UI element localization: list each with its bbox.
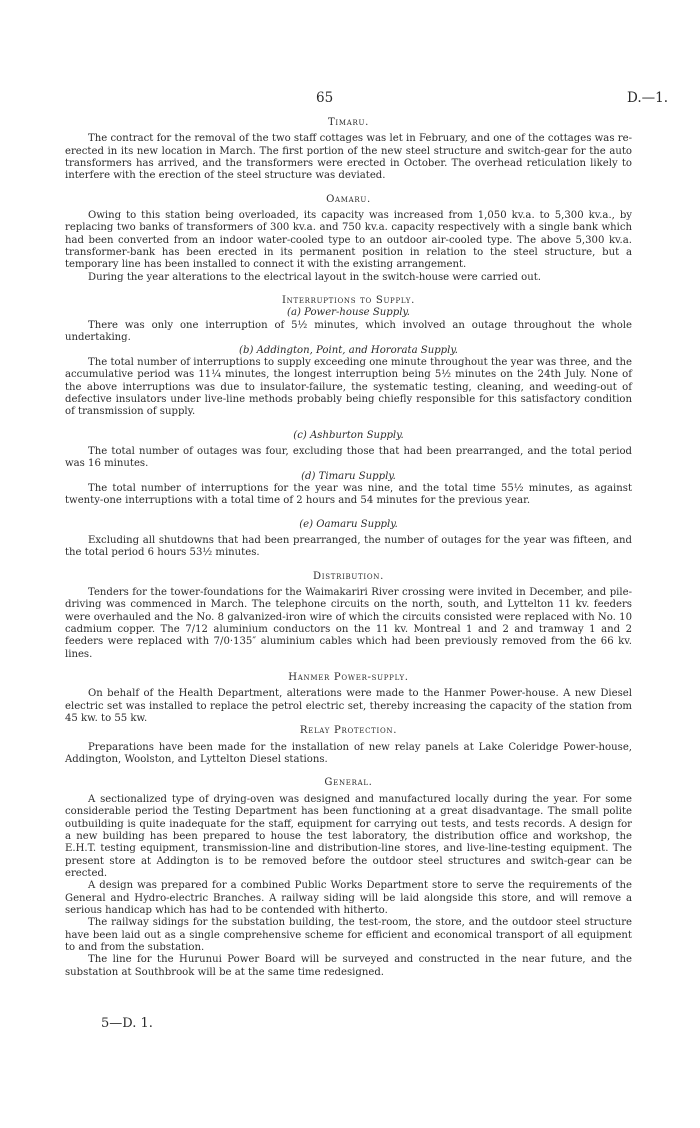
- document-reference: D.—1.: [627, 90, 669, 106]
- document-body: [65, 117, 632, 979]
- paragraph: Preparations have been made for the installation of new relay panels at Lake Coleridge Power-house, Addington, Woolston, and Lyttelton Diesel stations.: [65, 741, 632, 766]
- paragraph: The railway sidings for the substation building, the test-room, the store, and the outdoor steel structure have been laid out as a single comprehensive scheme for efficient and economical transport of all equipment to and from the substation.: [65, 917, 632, 953]
- paragraph: Owing to this station being overloaded, its capacity was increased from 1,050 kv.a. to 5,300 kv.a., by replacing two banks of transformers of 300 kv.a. and 750 kv.a. capacity respectively with a single bank which had been converted from an indoor water-cooled type to an outdoor air-cooled type. The above 5,300 kv.a. transformer-bank has been erected in its permanent position in relation to the steel structure, but a temporary line has been installed to connect it with the existing arrangement.: [65, 210, 632, 271]
- heading-distribution: Distribution.: [312, 570, 384, 582]
- heading-timaru: Timaru.: [328, 117, 369, 128]
- paragraph: A sectionalized type of drying-oven was designed and manufactured locally during the year. For some considerable period the Testing Department has been functioning at a great disadvantage. The small polite outbuilding is quite inadequate for the staff, equipment for carrying out tests, and tests records. A design for a new building has been prepared to house the test laboratory, the distribution office and workshop, the E.H.T. testing equipment, transmission-line and distribution-line stores, and live-line-testing equipment. The present store at Addington is to be removed before the outdoor steel structures and switch-gear can be erected.: [65, 793, 632, 879]
- heading-general: General.: [324, 777, 373, 789]
- heading-hanmer: Hanmer Power-supply.: [288, 672, 409, 684]
- page-number: 65: [316, 90, 334, 106]
- paragraph: The total number of outages was four, excluding those that had been prearranged, and the total period was 16 minutes.: [65, 445, 632, 470]
- paragraph: The total number of interruptions to supply exceeding one minute throughout the year was three, and the accumulative period was 11¼ minutes, the longest interruption being 5½ minutes on the 24th July. None of the above interruptions was due to insulator-failure, the systematic testing, cleaning, and weeding-out of defective insulators under live-line methods probably being chiefly responsible for this satisfactory condition of transmission of supply.: [65, 356, 632, 418]
- paragraph: During the year alterations to the electrical layout in the switch-house were carried out.: [88, 271, 542, 283]
- heading-interruptions: Interruptions to Supply.: [281, 295, 416, 307]
- subheading-timaru-supply: (d) Timaru Supply.: [301, 470, 396, 482]
- heading-relay-protection: Relay Protection.: [299, 725, 398, 737]
- paragraph: Excluding all shutdowns that had been prearranged, the number of outages for the year was fifteen, and the total period 6 hours 53½ minutes.: [65, 534, 632, 559]
- paragraph: A design was prepared for a combined Public Works Department store to serve the requirements of the General and Hydro-electric Branches. A railway siding will be laid alongside this store, and will remove a serious handicap which has had to be contended with hitherto.: [65, 880, 632, 916]
- paragraph: The total number of interruptions for the year was nine, and the total time 55½ minutes, as against twenty-one interruptions with a total time of 2 hours and 54 minutes for the previous year.: [65, 482, 632, 507]
- paragraph: There was only one interruption of 5½ minutes, which involved an outage throughout the whole undertaking.: [65, 319, 632, 344]
- printer-signature: 5—D. 1.: [101, 1016, 153, 1031]
- subheading-power-house-supply: (a) Power-house Supply.: [287, 307, 410, 319]
- heading-oamaru: Oamaru.: [326, 193, 371, 205]
- subheading-ashburton-supply: (c) Ashburton Supply.: [293, 429, 404, 441]
- subheading-oamaru-supply: (e) Oamaru Supply.: [299, 518, 398, 530]
- subheading-addington-supply: (b) Addington, Point, and Hororata Supply.: [239, 344, 458, 356]
- paragraph: On behalf of the Health Department, alterations were made to the Hanmer Power-house. A new Diesel electric set was installed to replace the petrol electric set, thereby increasing the capacity of the station from 45 kw. to 55 kw.: [65, 688, 632, 725]
- paragraph: Tenders for the tower-foundations for the Waimakariri River crossing were invited in December, and pile-driving was commenced in March. The telephone circuits on the north, south, and Lyttelton 11 kv. feeders were overhauled and the No. 8 galvanized-iron wire of which the circuits consisted were replaced with No. 10 cadmium copper. The 7/12 aluminium conductors on the 11 kv. Montreal 1 and 2 and tramway 1 and 2 feeders were replaced with 7/0·135″ aluminium cables which had been previously removed from the 66 kv. lines.: [65, 587, 632, 660]
- paragraph: The contract for the removal of the two staff cottages was let in February, and one of the cottages was re-erected in its new location in March. The first portion of the new steel structure and switch-gear for the auto transformers has arrived, and the transformers were erected in October. The overhead reticulation likely to interfere with the erection of the steel structure was deviated.: [65, 133, 632, 182]
- paragraph: The line for the Hurunui Power Board will be surveyed and constructed in the near future, and the substation at Southbrook will be at the same time redesigned.: [65, 954, 632, 978]
